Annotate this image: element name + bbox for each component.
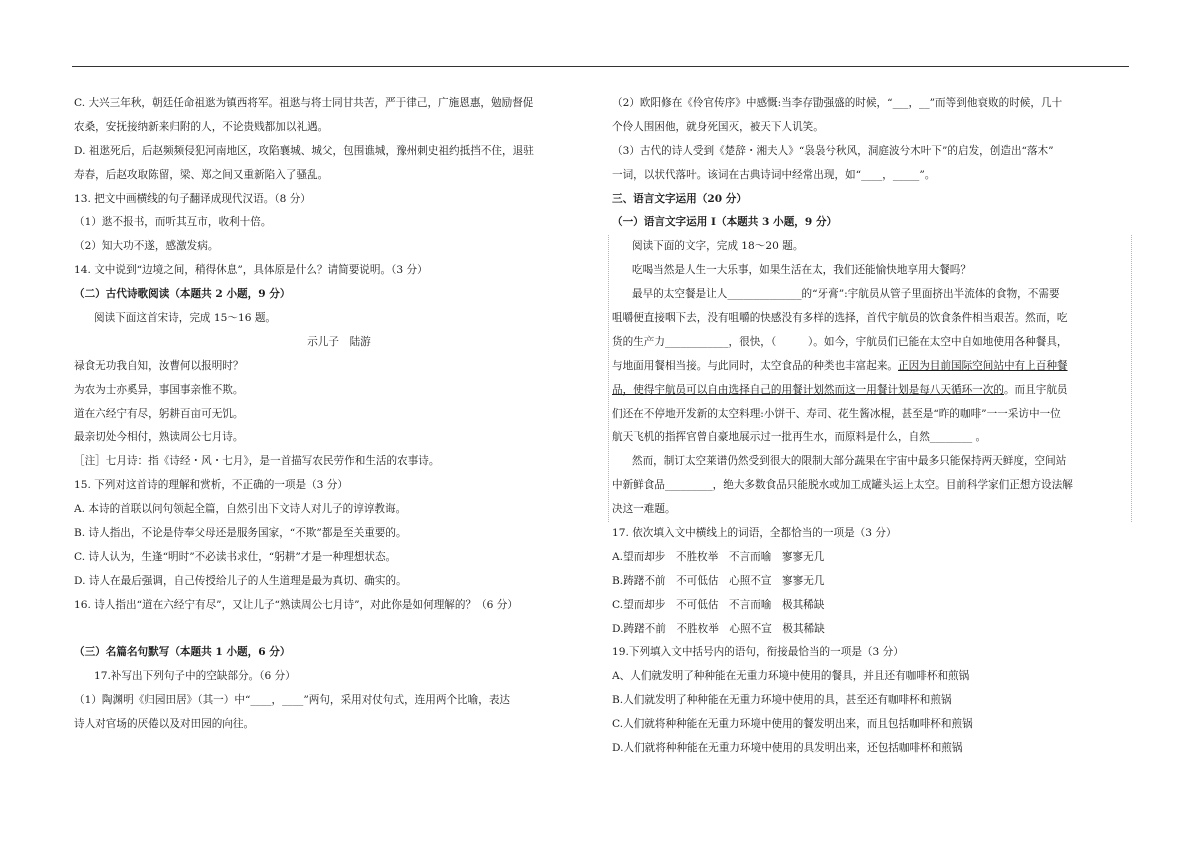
text-line: C. 大兴三年秋，朝廷任命祖逖为镇西将军。祖逖与将士同甘共苦，严于律己，广施恩惠，勉励督促 (74, 97, 534, 109)
section-heading: 三、语言文字运用（20 分） (612, 192, 747, 205)
passage-line: 咀嚼便直接咽下去，没有咀嚼的快感没有多样的选择，首代宇航员的饮食条件相当艰苦。然而，吃 (612, 312, 1068, 325)
underlined-sentence: 正因为目前国际空间站中有上百种餐 (898, 359, 1068, 372)
passage-line: 航天飞机的指挥官曾自豪地展示过一批再生水，而原料是什么，自然________ 。 (612, 431, 987, 444)
text-line: 禄食无功我自知，汝曹何以报明时？ (74, 359, 244, 372)
text-line: 17.补写出下列句子中的空缺部分。（6 分） (94, 670, 296, 683)
text-line: B.人们就发明了种种能在无重力环境中使用的具，甚至还有咖啡杯和煎锅 (612, 694, 952, 707)
text-line: C.人们就将种种能在无重力环境中使用的餐发明出来，而且包括咖啡杯和煎锅 (612, 718, 973, 731)
underlined-sentence: 品，使得宇航员可以自由选择自己的用餐计划然而这一用餐计划是每八天循环一次的 (612, 383, 1004, 396)
text-line: 14. 文中说到“边境之间，稍得休息”，具体原是什么？请简要说明。（3 分） (74, 264, 428, 277)
text-line: D. 祖逖死后，后赵频频侵犯河南地区，攻陷襄城、城父，包围谯城，豫州刺史祖约抵挡不住，退驻 (74, 144, 534, 157)
text-line: A. 本诗的首联以问句领起全篇，自然引出下文诗人对儿子的谆谆教诲。 (74, 503, 407, 516)
passage-line: 决这一难题。 (612, 503, 676, 516)
text-line (74, 618, 604, 642)
passage-line (612, 379, 1132, 403)
passage-line: 然而，制订太空莱谱仍然受到很大的限制大部分蔬果在宇宙中最多只能保持两天鲜度，空间站 (632, 455, 1067, 468)
text-line: 一词，以状代落叶。该词在古典诗词中经常出现，如“____，_____”。 (612, 168, 936, 181)
text-line: 15. 下列对这首诗的理解和赏析，不正确的一项是（3 分） (74, 479, 348, 492)
text-line: 寿春，后赵攻取陈留，梁、郑之间又重新陷入了骚乱。 (74, 168, 329, 181)
passage-paragraph-1: 吃喝当然是人生一大乐事，如果生活在太，我们还能愉快地享用大餐吗？ (632, 264, 971, 277)
text-line: 13. 把文中画横线的句子翻译成现代汉语。（8 分） (74, 192, 311, 205)
text-line: B. 诗人指出，不论是侍奉父母还是服务国家，“不欺”都是至关重要的。 (74, 527, 407, 540)
passage-line (612, 355, 1132, 379)
text-line: （3）古代的诗人受到《楚辞・湘夫人》“袅袅兮秋风，洞庭波兮木叶下”的启发，创造出“落木” (612, 144, 1054, 157)
left-column (74, 92, 604, 737)
text-line: 19.下列填入文中括号内的语句，衔接最恰当的一项是（3 分） (612, 646, 904, 659)
text-line: A.望而却步 不胜枚举 不言而喻 寥寥无几 (612, 550, 825, 563)
text-line: 个伶人围困他，就身死国灭，被天下人讥笑。 (612, 120, 824, 133)
text-line: 16. 诗人指出“道在六经宁有尽”，又让儿子“熟读周公七月诗”，对此你是如何理解的？（6 分） (74, 598, 518, 611)
passage-line: 们还在不停地开发新的太空料理:小饼干、寿司、花生酱冰棍，甚至是“昨的咖啡”一一采访中一位 (612, 407, 1061, 420)
text-line: 农桑，安抚接纳新来归附的人，不论贵贱都加以礼遇。 (74, 120, 329, 133)
right-top-block (612, 92, 1132, 235)
section-heading: （一）语言文字运用 I（本题共 3 小题，9 分） (612, 216, 838, 229)
text-line: （1）逖不报书，而听其互市，收利十倍。 (74, 216, 272, 229)
passage-intro: 阅读下面的文字，完成 18～20 题。 (632, 240, 804, 253)
text-line: D. 诗人在最后强调，自己传授给儿子的人生道理是最为真切、确实的。 (74, 574, 407, 587)
text-line: （2）欧阳修在《伶官传序》中感慨:当李存勖强盛的时候，“___，__”而等到他衰败的时候，几十 (612, 97, 1063, 109)
text-line: B.踌躇不前 不可低估 心照不宣 寥寥无几 (612, 574, 825, 587)
text-line: 示儿子 陆游 (307, 335, 371, 348)
text-line: C. 诗人认为，生逢“明时”不必读书求仕，“躬耕”才是一种理想状态。 (74, 550, 397, 563)
text-line: ［注］七月诗：指《诗经・风・七月》，是一首描写农民劳作和生活的农事诗。 (74, 455, 440, 468)
passage-line: 最早的太空餐是让人______________的“牙膏”:宇航员从管子里面挤出半流体的食物，不需要 (632, 288, 1060, 301)
text-line: 道在六经宁有尽，躬耕百亩可无饥。 (74, 407, 244, 420)
header-rule (72, 66, 1129, 67)
text-line: （2）知大功不遂，感激发病。 (74, 240, 219, 253)
passage-text: 与地面用餐相当接。与此同时，太空食品的种类也丰富起来。 (612, 359, 899, 372)
reading-passage (612, 235, 1132, 522)
right-bottom-block (612, 522, 1132, 761)
text-line: 阅读下面这首宋诗，完成 15～16 题。 (94, 312, 277, 325)
passage-text: 。而且宇航员 (1003, 383, 1068, 396)
right-column (612, 92, 1132, 761)
passage-line: 中新鲜食品_________，绝大多数食品只能脱水或加工成罐头运上太空。目前科学家们正想方设法解 (612, 479, 1073, 492)
text-line: D.人们就将种种能在无重力环境中使用的具发明出来，还包括咖啡杯和煎锅 (612, 742, 963, 755)
text-line: C.望而却步 不可低估 不言而喻 极其稀缺 (612, 598, 825, 611)
text-line: A、人们就发明了种种能在无重力环境中使用的餐具，并且还有咖啡杯和煎锅 (612, 670, 970, 683)
section-heading: （三）名篇名句默写（本题共 1 小题，6 分） (74, 646, 291, 659)
text-line: D.踌躇不前 不胜枚举 心照不宣 极其稀缺 (612, 622, 825, 635)
text-line: （1）陶渊明《归园田居》（其一）中“____，____”两句，采用对仗句式，连用两个比喻，表达 (74, 694, 511, 707)
text-line: 为农为士亦奚异，事国事亲惟不欺。 (74, 383, 244, 396)
text-line: 最亲切处今相付，熟读周公七月诗。 (74, 431, 244, 444)
text-line: 17. 依次填入文中横线上的词语，全都恰当的一项是（3 分） (612, 527, 897, 540)
section-heading: （二）古代诗歌阅读（本题共 2 小题，9 分） (74, 288, 291, 301)
text-line: 诗人对官场的厌倦以及对田园的向往。 (74, 718, 255, 731)
passage-line: 货的生产力____________，很快，（ ）。如今，宇航员们已能在太空中自如地使用各种餐具， (612, 335, 1068, 348)
